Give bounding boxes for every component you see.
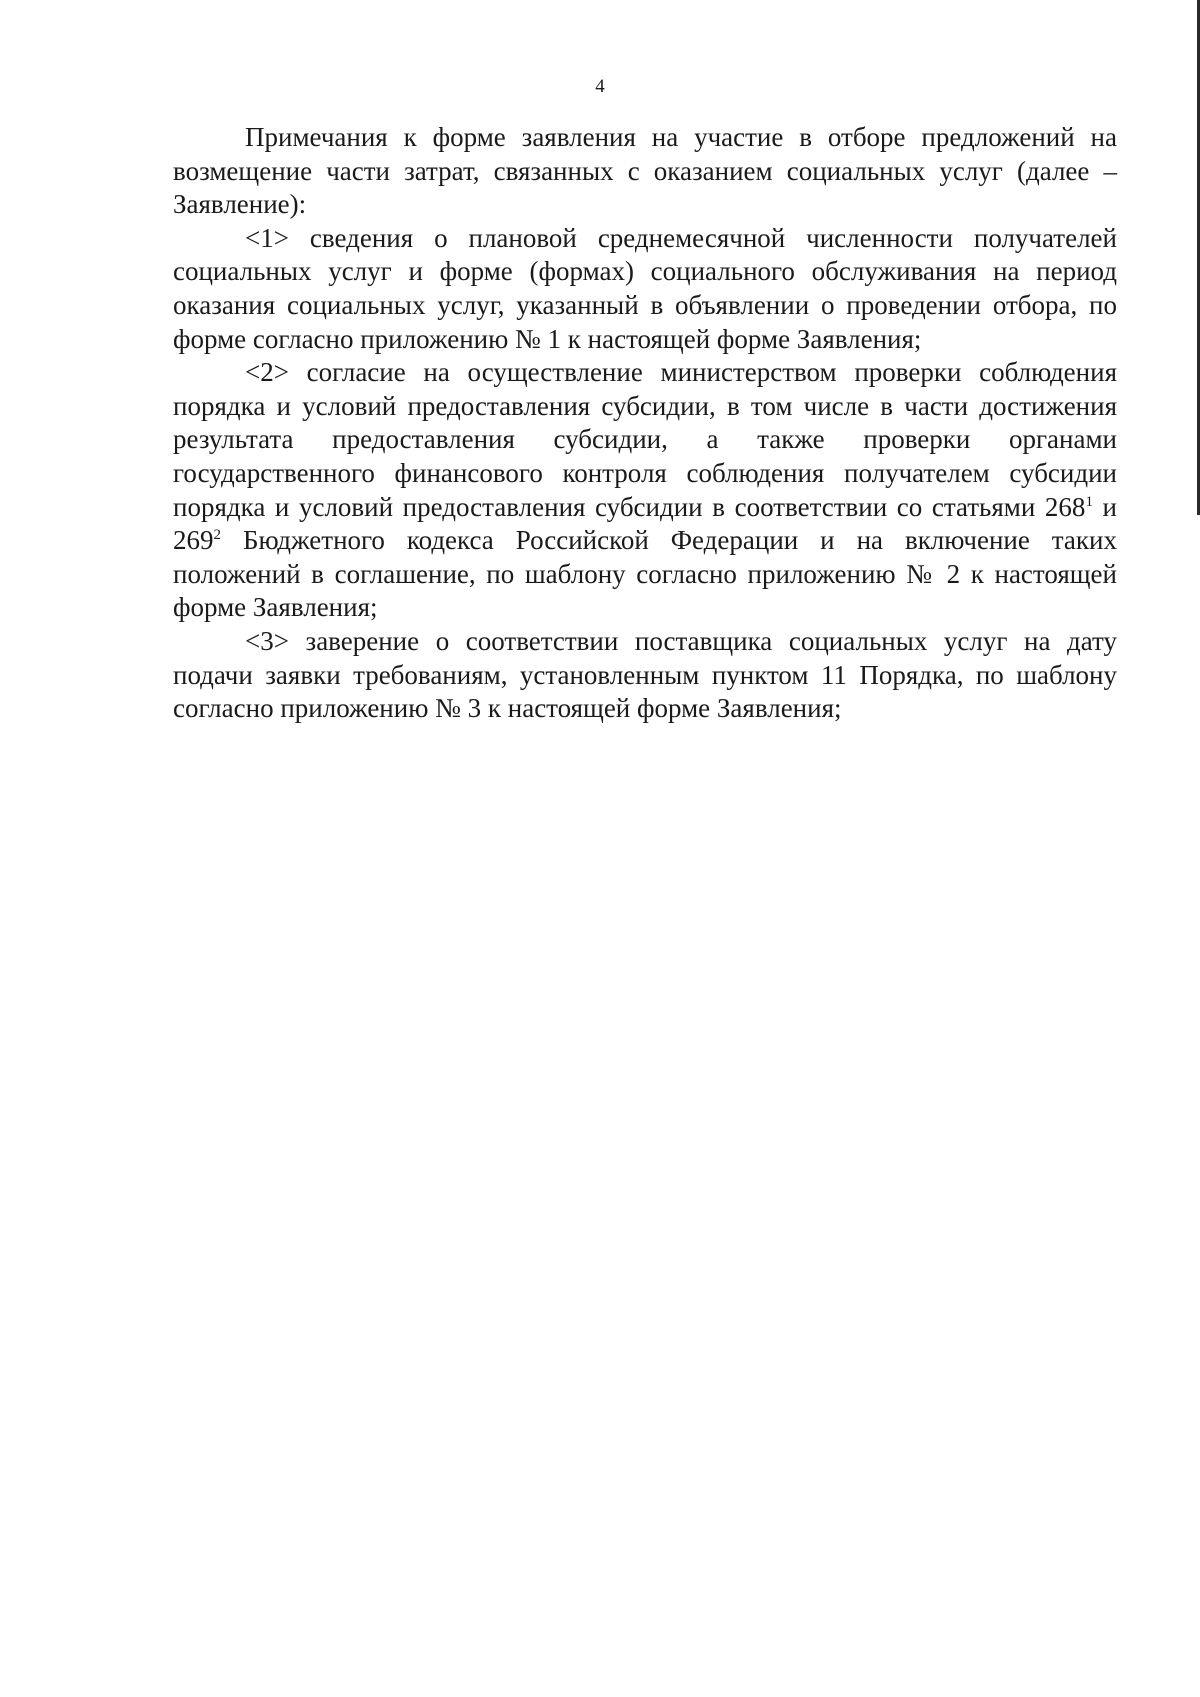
note-1-paragraph: <1> сведения о плановой среднемесячной численности получателей социальных услуг и форме (формах) социального обслуживания на период оказания социальных услуг, указанный в объявлении о проведении отбора, по форме согласно приложению № 1 к настоящей форме Заявления; xyxy=(173,222,1117,354)
note-2-text-part-3: Бюджетного кодекса Российской Федерации и на включение таких положений в соглашение, по шаблону согласно приложению № 2 к настоящей форме Заявления; xyxy=(173,525,1117,623)
note-2-text-part-1: <2> согласие на осуществление министерством проверки соблюдения порядка и условий предоставления субсидии, в том числе в части достижения результата предоставления субсидии, а также проверки органами государственного финансового контроля соблюдения получателем субсидии порядка и условий предоставления субсидии в соответствии со статьями 268 xyxy=(173,357,1117,522)
page-number: 4 xyxy=(595,76,605,97)
footnote-superscript-1: 1 xyxy=(1085,493,1093,510)
intro-paragraph: Примечания к форме заявления на участие в отборе предложений на возмещение части затрат, связанных с оказанием социальных услуг (далее – Заявление): xyxy=(173,122,1117,220)
document-body xyxy=(173,121,1117,726)
note-2-text-part-2: и 269 xyxy=(173,491,1117,556)
footnote-superscript-2: 2 xyxy=(213,527,221,544)
note-3-paragraph: <3> заверение о соответствии поставщика социальных услуг на дату подачи заявки требованиям, установленным пунктом 11 Порядка, по шаблону согласно приложению № 3 к настоящей форме Заявления; xyxy=(173,625,1117,724)
note-2-paragraph xyxy=(173,356,1117,625)
